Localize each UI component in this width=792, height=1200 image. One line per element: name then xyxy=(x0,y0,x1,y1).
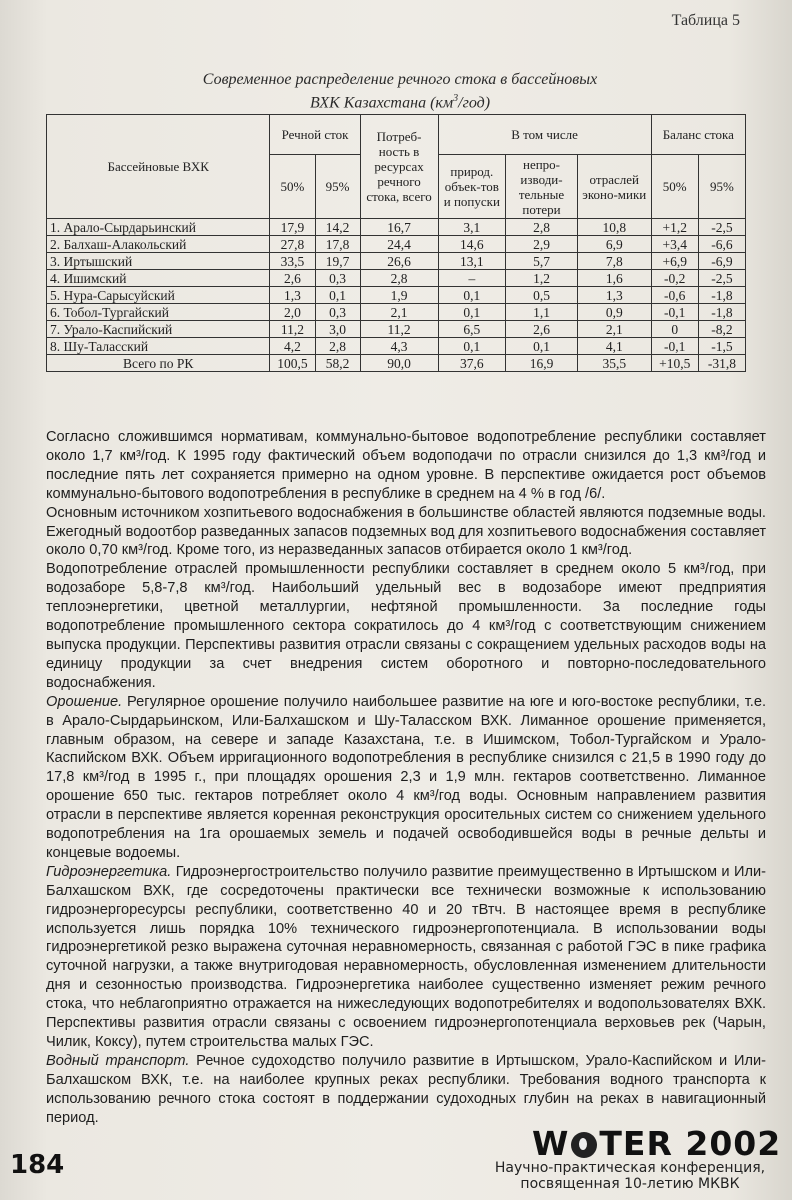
conference-caption: Научно-практическая конференция, посвященная 10-летию МКВК xyxy=(494,1160,766,1192)
table-row: 6. Тобол-Тургайский 2,0 0,3 2,1 0,1 1,1 0,9 -0,1 -1,8 xyxy=(47,304,746,321)
body-text xyxy=(46,428,766,1128)
hydropower-heading: Гидроэнергетика. xyxy=(46,863,172,880)
table-row: 1. Арало-Сырдарьинский 17,9 14,2 16,7 3,1 2,8 10,8 +1,2 -2,5 xyxy=(47,219,746,236)
page-number: 184 xyxy=(10,1150,65,1180)
header-balance-95: 95% xyxy=(698,155,745,219)
irrigation-heading: Орошение. xyxy=(46,693,123,710)
paragraph-groundwater: Основным источником хозпитьевого водоснабжения в большинстве областей являются подземные воды. Ежегодный водоотбор разведанных запасов подземных вод для хозпитьевого водоснабжения составляет около 0,70 км³/год. Кроме того, из неразведанных запасов отбирается около 1 км³/год. xyxy=(46,504,767,559)
water-drop-icon xyxy=(571,1132,597,1158)
paragraph-industry: Водопотребление отраслей промышленности республики составляет в среднем около 5 км³/год, при водозаборе 5,8-7,8 км³/год. Наибольший удельный вес в водозаборе имеют предприятия теплоэнергетики, цветной металлургии, нефтяной промышленности. За последние годы водопотребление промышленного сектора сократилось до 4 км³/год с соответствующим снижением выпуска продукции. Перспективы развития отрасли связаны с сокращением удельных расходов воды на единицу продукции за счет внедрения систем оборотного и повторно-последовательного водоснабжения. xyxy=(46,561,766,691)
header-balance: Баланс стока xyxy=(651,115,745,155)
table-row: 7. Урало-Каспийский 11,2 3,0 11,2 6,5 2,6 2,1 0 -8,2 xyxy=(47,321,746,338)
caption-line-2: ВХК Казахстана $(км^3/год)$ xyxy=(309,93,491,112)
transport-heading: Водный транспорт. xyxy=(46,1052,190,1069)
header-basin: Бассейновые ВХК xyxy=(47,115,270,219)
table-caption xyxy=(150,70,650,112)
header-losses: непро-изводи-тельные потери xyxy=(506,155,578,219)
table-row: 8. Шу-Таласский 4,2 2,8 4,3 0,1 0,1 4,1 -0,1 -1,5 xyxy=(47,338,746,355)
header-balance-50: 50% xyxy=(651,155,698,219)
table-row: 5. Нура-Сарысуйский 1,3 0,1 1,9 0,1 0,5 1,3 -0,6 -1,8 xyxy=(47,287,746,304)
table-row: 4. Ишимский 2,6 0,3 2,8 – 1,2 1,6 -0,2 -2,5 xyxy=(47,270,746,287)
water-2002-logo: W TER 2002 xyxy=(532,1124,782,1163)
header-including: В том числе xyxy=(438,115,651,155)
table-number-label: Таблица 5 xyxy=(671,12,740,29)
table-total-row: Всего по РК 100,5 58,2 90,0 37,6 16,9 35,5 +10,5 -31,8 xyxy=(47,355,746,372)
paragraph-water-transport: Водный транспорт. Речное судоходство получило развитие в Иртышском, Урало-Каспийском и Или-Балхашском ВХК, т.е. на наиболее крупных реках республики. Требования водного транспорта к использованию речного стока состоят в поддержании судоходных глубин на реках в навигационный период. xyxy=(46,1052,766,1126)
header-runoff-50: 50% xyxy=(270,155,315,219)
caption-line-1: Современное распределение речного стока в бассейновых xyxy=(202,71,598,88)
paragraph-hydropower: Гидроэнергетика. Гидроэнергостроительство получило развитие преимущественно в Иртышском и Или-Балхашском ВХК, где сосредоточены практически все технически возможные к использованию гидроэнергоресурсы республики, соответственно 40 и 20 тВтч. В настоящее время в республике используется лишь порядка 10% технического гидроэнергопотенциала. В использовании воды гидроэнергетикой резко выражена суточная неравномерность, связанная с работой ГЭС в пике графика суточной нагрузки, а также внутригодовая неравномерность, обусловленная изменением длительности дня и сезонностью производства. Гидроэнергетика наиболее существенно изменяет режим речного стока, что неблагоприятно отражается на нижеследующих водопотребителях и водопользователях ВХК. Перспективы развития отрасли связаны с освоением гидроэнергопотенциала верховьев рек (Чарын, Чилик, Коксу), путем строительства малых ГЭС. xyxy=(46,863,766,1050)
header-nature: природ. объек-тов и попуски xyxy=(438,155,506,219)
header-runoff-95: 95% xyxy=(315,155,360,219)
paragraph-communal: Согласно сложившимся нормативам, коммунально-бытовое водопотребление республики составляет около 1,7 км³/год. К 1995 году фактический объем водоподачи по отрасли снизился до 1,3 км³/год и последние пять лет сохраняется примерно на одном уровне. В перспективе ожидается рост объемов коммунально-бытового водопотребления в республике в среднем на 4 % в год /6/. xyxy=(46,429,766,502)
header-economy: отраслей эконо-мики xyxy=(577,155,651,219)
paragraph-irrigation: Орошение. Регулярное орошение получило наибольшее развитие на юге и юго-востоке республики, т.е. в Арало-Сырдарьинском, Или-Балхашском и Шу-Таласском ВХК. Лиманное орошение применяется, главным образом, на севере и западе Казахстана, т.е. в Ишимском, Тобол-Тургайском и Урало-Каспийском ВХК. Объем ирригационного водопотребления в республике снизился с 21,5 в 1990 году до 17,8 км³/год в 1995 г., при площадях орошения 2,3 и 1,9 млн. гектаров соответственно. Лиманное орошение 650 тыс. гектаров потребляет около 4 км³/год воды. Основным направлением развития отрасли в перспективе является коренная реконструкция оросительных систем со снижением удельного водопотребления на 1га орошаемых земель и подачей освободившейся воды в речные дельты и концевые водоемы. xyxy=(46,693,766,861)
runoff-distribution-table xyxy=(46,114,746,372)
table-row: 3. Иртышский 33,5 19,7 26,6 13,1 5,7 7,8 +6,9 -6,9 xyxy=(47,253,746,270)
table-row: 2. Балхаш-Алакольский 27,8 17,8 24,4 14,6 2,9 6,9 +3,4 -6,6 xyxy=(47,236,746,253)
header-runoff: Речной сток xyxy=(270,115,360,155)
header-need: Потреб-ность в ресурсах речного стока, всего xyxy=(360,115,438,219)
